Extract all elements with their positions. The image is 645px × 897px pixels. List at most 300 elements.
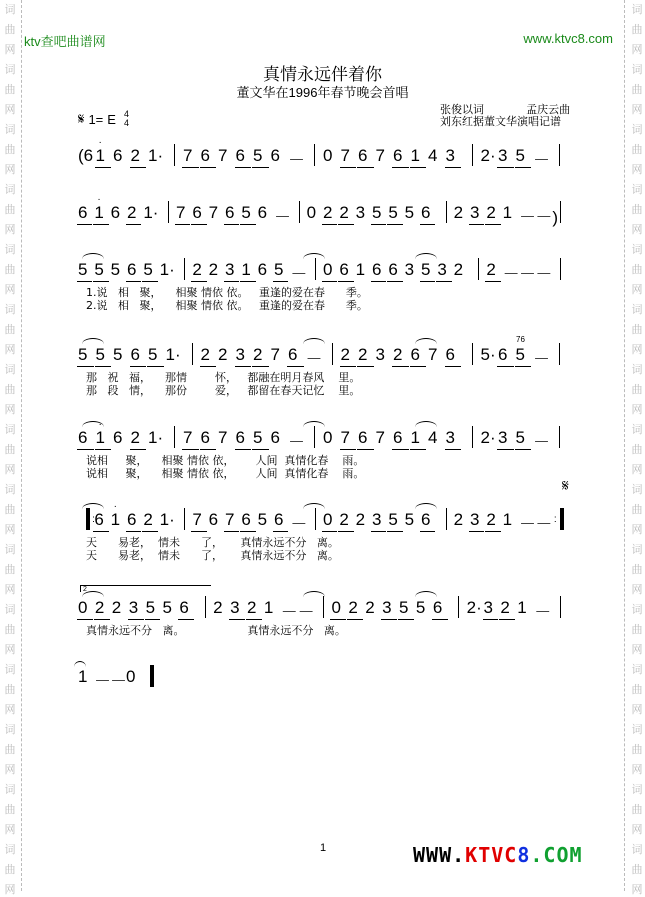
underline-beam — [515, 167, 532, 168]
barline — [174, 144, 175, 166]
barline — [314, 144, 315, 166]
watermark-char: 词 — [4, 303, 16, 316]
watermark-char: 词 — [631, 783, 643, 796]
note: 2 — [200, 345, 210, 364]
note: 3 — [445, 428, 455, 447]
key-label: 1= — [88, 111, 104, 127]
note: － — [533, 350, 550, 369]
barline — [559, 343, 560, 365]
lyric-line: 1.说 相 聚， 相聚 情依 依。 重逢的爱在春 季。 — [86, 286, 368, 299]
key-value: E — [107, 111, 116, 127]
note: 6 — [94, 510, 104, 529]
note: 6 — [130, 345, 140, 364]
underline-beam — [340, 449, 357, 450]
note: 6 — [372, 260, 382, 279]
note: 1 — [241, 260, 251, 279]
underline-beam — [469, 224, 484, 225]
page-number: 1 — [320, 842, 327, 854]
watermark-char: 曲 — [631, 23, 643, 36]
footer-logo[interactable] — [413, 843, 583, 867]
lyric-line: 真情永远不分 离。 真情永远不分 离。 — [86, 624, 346, 637]
underline-beam — [224, 224, 239, 225]
underline-beam — [497, 167, 514, 168]
barline — [472, 426, 473, 448]
watermark-char: 曲 — [631, 83, 643, 96]
note: － — [519, 265, 536, 284]
note: 1 — [517, 598, 527, 617]
note: 3 — [437, 260, 447, 279]
watermark-char: 词 — [631, 843, 643, 856]
underline-beam — [497, 366, 514, 367]
left-dashed-margin — [21, 0, 22, 891]
watermark-char: 曲 — [4, 563, 16, 576]
note: 2 — [453, 510, 464, 529]
slur — [415, 421, 437, 427]
underline-beam — [235, 366, 252, 367]
note: － — [288, 151, 305, 170]
note: 1 — [355, 260, 366, 279]
underline-beam — [330, 619, 346, 620]
octave-dot: · — [97, 194, 101, 205]
note: 1 — [78, 667, 88, 686]
underline-beam — [338, 531, 353, 532]
note: 5· — [480, 345, 496, 364]
note: 3 — [235, 345, 245, 364]
note: 1· — [165, 345, 181, 364]
note: 3 — [128, 598, 139, 617]
underline-beam — [410, 366, 427, 367]
note: 1 — [410, 428, 420, 447]
note: 0 — [323, 510, 333, 529]
note: 5 — [372, 203, 382, 222]
watermark-char: 网 — [4, 523, 16, 536]
slur — [303, 338, 325, 344]
note: 5 — [404, 510, 415, 529]
watermark-char: 网 — [631, 523, 643, 536]
underline-beam — [338, 224, 353, 225]
underline-beam — [235, 167, 252, 168]
underline-beam — [178, 619, 194, 620]
note: 1 — [95, 428, 105, 447]
note: 2 — [453, 203, 464, 222]
watermark-char: 网 — [4, 763, 16, 776]
underline-beam — [229, 619, 245, 620]
notation-row — [78, 667, 576, 691]
barline — [168, 201, 169, 223]
slur — [82, 421, 104, 427]
underline-beam — [191, 531, 206, 532]
note: 5 — [274, 260, 284, 279]
underline-beam — [182, 167, 199, 168]
note: － — [535, 515, 553, 534]
note: 6 — [421, 203, 431, 222]
barline — [184, 258, 185, 280]
note: 0 — [323, 428, 333, 447]
watermark-char: 词 — [631, 423, 643, 436]
note: 5 — [145, 598, 156, 617]
underline-beam — [252, 167, 269, 168]
underline-beam — [485, 281, 500, 282]
site-url[interactable]: www.ktvc8.com — [523, 31, 613, 46]
underline-beam — [235, 449, 252, 450]
watermark-char: 网 — [631, 163, 643, 176]
slur — [82, 338, 104, 344]
note: 6 — [110, 203, 121, 222]
note: 2 — [143, 510, 153, 529]
note: 2 — [393, 345, 403, 364]
watermark-char: 词 — [631, 663, 643, 676]
note: 4 — [428, 146, 438, 165]
watermark-char: 曲 — [631, 803, 643, 816]
note: 5 — [253, 428, 263, 447]
time-signature — [124, 110, 129, 128]
note: 2 — [130, 428, 140, 447]
watermark-char: 网 — [4, 583, 16, 596]
watermark-char: 网 — [4, 643, 16, 656]
note: 2 — [358, 345, 368, 364]
slur — [303, 503, 325, 509]
watermark-char: 词 — [4, 243, 16, 256]
barline — [560, 258, 561, 280]
note: 0 — [323, 146, 333, 165]
footer-logo-www: WWW. — [413, 843, 466, 867]
underline-beam — [246, 619, 262, 620]
note: 2 — [208, 260, 219, 279]
note: 5 — [148, 345, 158, 364]
note: 6 — [393, 428, 403, 447]
slur — [303, 591, 325, 597]
note: － — [280, 603, 298, 622]
note: 5 — [94, 260, 104, 279]
song-subtitle: 董文华在1996年春节晚会首唱 — [236, 85, 409, 100]
underline-beam — [200, 449, 217, 450]
note: 7 — [375, 428, 385, 447]
note: － — [519, 208, 536, 227]
watermark-char: 曲 — [631, 863, 643, 876]
note: － — [94, 672, 111, 691]
note: 6 — [274, 510, 284, 529]
watermark-char: 曲 — [4, 83, 16, 96]
underline-beam — [128, 619, 144, 620]
note: － — [297, 603, 315, 622]
barline — [299, 201, 300, 223]
watermark-char: 曲 — [631, 323, 643, 336]
note: 2 — [127, 203, 137, 222]
note: 5 — [257, 510, 268, 529]
footer-logo-8: 8 — [517, 843, 531, 867]
watermark-char: 网 — [4, 343, 16, 356]
note: 2 — [355, 510, 366, 529]
watermark-char: 曲 — [631, 623, 643, 636]
note: 2 — [111, 598, 122, 617]
underline-beam — [398, 619, 414, 620]
note: 6 — [498, 345, 508, 364]
note: 3 — [470, 203, 480, 222]
underline-beam — [130, 449, 147, 450]
watermark-char: 曲 — [631, 743, 643, 756]
underline-beam — [273, 281, 288, 282]
watermark-char: 曲 — [4, 443, 16, 456]
note: 2 — [213, 598, 223, 617]
note: 6 — [235, 146, 245, 165]
note: 6 — [339, 260, 349, 279]
note: 2 — [486, 203, 496, 222]
note: 2· — [466, 598, 482, 617]
double-barline — [560, 508, 564, 530]
watermark-char: 词 — [631, 123, 643, 136]
watermark-char: 词 — [4, 723, 16, 736]
underline-beam — [483, 619, 499, 620]
underline-beam — [126, 281, 141, 282]
watermark-char: 网 — [4, 883, 16, 896]
underline-beam — [252, 449, 269, 450]
watermark-char: 曲 — [4, 683, 16, 696]
underline-beam — [420, 224, 435, 225]
note: 3 — [498, 146, 508, 165]
note: 2 — [94, 598, 105, 617]
watermark-char: 网 — [4, 403, 16, 416]
underline-beam — [420, 531, 435, 532]
note: 7 — [340, 146, 350, 165]
barline — [559, 144, 560, 166]
watermark-char: 词 — [631, 483, 643, 496]
note: 6 — [241, 510, 251, 529]
note: 4 — [428, 428, 438, 447]
watermark-char: 词 — [4, 843, 16, 856]
note: 6 — [78, 428, 88, 447]
note: 5 — [421, 260, 431, 279]
composer: 孟庆云曲 — [526, 104, 571, 116]
note: 0 — [78, 598, 88, 617]
underline-beam — [387, 224, 402, 225]
underline-beam — [338, 281, 353, 282]
watermark-char: 词 — [631, 303, 643, 316]
note: 1 — [502, 203, 513, 222]
notation-row — [78, 194, 576, 227]
note: 6 — [432, 598, 443, 617]
watermark-char: 词 — [4, 3, 16, 16]
watermark-char: 曲 — [4, 143, 16, 156]
watermark-char: 网 — [4, 103, 16, 116]
note: 5 — [388, 203, 398, 222]
segno-icon: 𝄋 — [562, 476, 569, 495]
note: 1· — [159, 510, 175, 529]
note: 2 — [340, 345, 350, 364]
barline — [315, 508, 316, 530]
watermark-char: 网 — [4, 463, 16, 476]
watermark-char: 网 — [631, 283, 643, 296]
note: 1 — [94, 203, 104, 222]
octave-dot: · — [113, 501, 117, 512]
note: 6 — [200, 428, 210, 447]
watermark-char: 曲 — [631, 563, 643, 576]
underline-beam — [182, 449, 199, 450]
barline — [315, 258, 316, 280]
footer-logo-ktvc: KTVC — [465, 843, 518, 867]
note: 6 — [127, 260, 137, 279]
watermark-char: 网 — [631, 43, 643, 56]
watermark-char: 词 — [4, 123, 16, 136]
note: － — [290, 265, 308, 284]
underline-beam — [432, 619, 448, 620]
watermark-char: 网 — [631, 703, 643, 716]
note: (6 — [78, 146, 94, 165]
site-name[interactable]: ktv查吧曲谱网 — [24, 34, 106, 49]
note: 2 — [253, 345, 263, 364]
watermark-char: 曲 — [631, 503, 643, 516]
underline-beam — [126, 531, 141, 532]
barline — [323, 596, 324, 618]
watermark-char: 网 — [4, 163, 16, 176]
barline — [472, 144, 473, 166]
note: 2 — [453, 260, 464, 279]
note: 5 — [515, 146, 525, 165]
underline-beam — [485, 531, 500, 532]
note: 6 — [208, 510, 219, 529]
note: 5 — [95, 345, 105, 364]
underline-beam — [371, 281, 386, 282]
note: 2· — [480, 428, 496, 447]
note: 5 — [241, 203, 251, 222]
double-barline — [150, 665, 154, 687]
underline-beam — [95, 167, 112, 168]
underline-beam — [340, 167, 357, 168]
watermark-char: 词 — [631, 603, 643, 616]
note: 7 — [375, 146, 385, 165]
watermark-char: 曲 — [4, 503, 16, 516]
watermark-char: 词 — [631, 183, 643, 196]
underline-beam — [130, 167, 147, 168]
watermark-char: 词 — [631, 3, 643, 16]
note: 5 — [415, 598, 426, 617]
underline-beam — [77, 366, 94, 367]
underline-beam — [224, 531, 239, 532]
note: 2 — [486, 510, 496, 529]
note: 6 — [179, 598, 189, 617]
watermark-char: 词 — [4, 543, 16, 556]
note: 2 — [323, 203, 333, 222]
note: 5 — [78, 260, 88, 279]
underline-beam — [387, 281, 402, 282]
watermark-char: 词 — [631, 723, 643, 736]
underline-beam — [410, 449, 427, 450]
underline-beam — [77, 619, 93, 620]
note: 2 — [339, 510, 349, 529]
underline-beam — [322, 531, 337, 532]
note: 3 — [470, 510, 480, 529]
repeat-dots: : — [553, 514, 557, 525]
slur — [415, 591, 437, 597]
note: 0 — [331, 598, 341, 617]
note: 6 — [192, 203, 202, 222]
barline — [446, 201, 447, 223]
song-title: 真情永远伴着你 — [263, 65, 382, 84]
underline-beam — [469, 531, 484, 532]
note: － — [502, 265, 520, 284]
watermark-char: 曲 — [631, 443, 643, 456]
octave-dot: · — [98, 137, 102, 148]
underline-beam — [445, 449, 462, 450]
note: 6 — [257, 260, 268, 279]
note: 6 — [410, 345, 420, 364]
lyric-line: 说相 聚， 相聚 情依 依， 人间 真情化春 雨。 — [86, 467, 365, 480]
note: 7 — [218, 428, 228, 447]
note: 5 — [253, 146, 263, 165]
underline-beam — [142, 281, 157, 282]
note: 5 — [404, 203, 415, 222]
tie — [74, 661, 86, 667]
note: 2 — [218, 345, 228, 364]
underline-beam — [410, 167, 427, 168]
underline-beam — [515, 449, 532, 450]
note: 7 — [270, 345, 280, 364]
underline-beam — [191, 281, 206, 282]
note: 2 — [365, 598, 375, 617]
slur — [82, 253, 104, 259]
watermark-char: 词 — [4, 363, 16, 376]
barline — [446, 508, 447, 530]
segno-icon: 𝄋 — [78, 110, 85, 128]
watermark-char: 曲 — [4, 863, 16, 876]
note: 1 — [110, 510, 121, 529]
note: 2 — [348, 598, 358, 617]
notation-row — [78, 598, 576, 622]
note: 2 — [339, 203, 349, 222]
note: 0 — [323, 260, 333, 279]
underline-beam — [340, 366, 357, 367]
notation-row — [78, 335, 576, 369]
underline-beam — [322, 281, 337, 282]
underline-beam — [130, 366, 147, 367]
underline-beam — [371, 531, 386, 532]
notation-row — [78, 137, 576, 170]
watermark-char: 网 — [631, 763, 643, 776]
barline — [560, 201, 561, 223]
lyric-line: 天 易老， 情未 了， 真情永远不分 离。 — [86, 549, 339, 562]
barline — [472, 343, 473, 365]
right-dashed-margin — [624, 0, 625, 891]
repeat-dots: : — [92, 514, 95, 525]
underline-beam — [420, 281, 435, 282]
watermark-char: 词 — [4, 663, 16, 676]
underline-beam — [515, 366, 532, 367]
watermark-char: 词 — [4, 423, 16, 436]
note: 3 — [372, 510, 382, 529]
underline-beam — [371, 224, 386, 225]
underline-beam — [93, 224, 108, 225]
grace-notes: 76 — [516, 335, 525, 344]
watermark-char: 网 — [631, 463, 643, 476]
note: 6 — [127, 510, 137, 529]
note: 5 — [143, 260, 153, 279]
watermark-char: 曲 — [631, 383, 643, 396]
barline — [478, 258, 479, 280]
note: 6 — [200, 146, 210, 165]
note: 7 — [225, 510, 235, 529]
underline-beam — [77, 449, 94, 450]
underline-beam — [381, 619, 397, 620]
note: 1· — [148, 428, 164, 447]
underline-beam — [240, 531, 255, 532]
underline-beam — [357, 366, 374, 367]
underline-beam — [392, 366, 409, 367]
watermark-char: 曲 — [4, 203, 16, 216]
note: 0 — [306, 203, 317, 222]
watermark-char: 词 — [631, 63, 643, 76]
underline-beam — [499, 619, 515, 620]
watermark-char: 曲 — [4, 23, 16, 36]
underline-beam — [445, 167, 462, 168]
